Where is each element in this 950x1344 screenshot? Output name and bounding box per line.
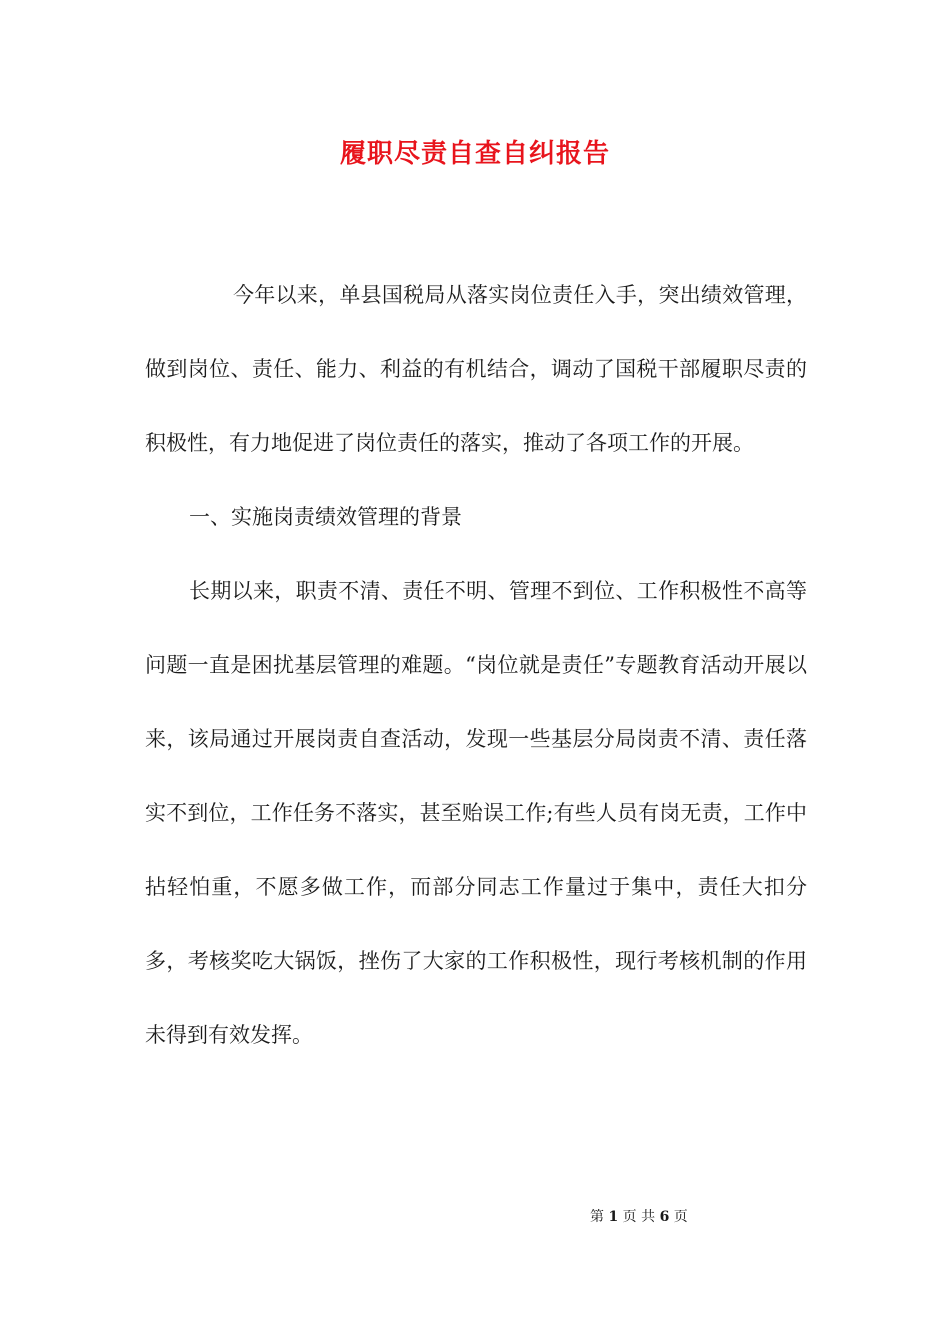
document-body: [145, 258, 807, 1072]
footer-suffix: 页: [673, 1209, 688, 1225]
section-heading: 一、实施岗责绩效管理的背景: [189, 505, 462, 529]
footer-middle: 页 共: [622, 1209, 656, 1225]
page-footer: [590, 1207, 688, 1227]
footer-prefix: 第: [590, 1209, 604, 1225]
background-paragraph: 长期以来，职责不清、责任不明、管理不到位、工作积极性不高等问题一直是困扰基层管理的难题。“岗位就是责任”专题教育活动开展以来，该局通过开展岗责自查活动，发现一些基层分局岗责不清、责任落实不到位，工作任务不落实，甚至贻误工作;有些人员有岗无责，工作中拈轻怕重，不愿多做工作，而部分同志工作量过于集中，责任大扣分多，考核奖吃大锅饭，挫伤了大家的工作积极性，现行考核机制的作用未得到有效发挥。: [145, 579, 807, 1047]
intro-paragraph: 今年以来，单县国税局从落实岗位责任入手，突出绩效管理，做到岗位、责任、能力、利益的有机结合，调动了国税干部履职尽责的积极性，有力地促进了岗位责任的落实，推动了各项工作的开展。: [145, 283, 807, 455]
document-title: 履职尽责自查自纠报告: [339, 139, 610, 169]
footer-current-page: 1: [608, 1209, 619, 1225]
footer-total-pages: 6: [659, 1209, 670, 1225]
